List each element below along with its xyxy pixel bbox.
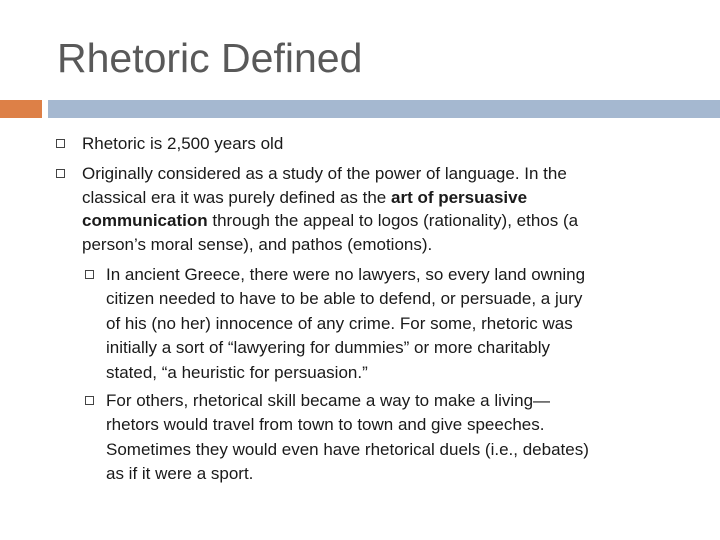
sub-bullet-1-line: initially a sort of “lawyering for dummies” or more charitably (106, 338, 551, 358)
sub-bullet-square-icon (85, 270, 94, 279)
bullet-2-line (82, 209, 702, 233)
sub-bullet-1-line: In ancient Greece, there were no lawyers, so every land owning (106, 265, 586, 284)
sub-bullet-2-line: Sometimes they would even have rhetorical duels (i.e., debates) (106, 439, 589, 459)
sub-bullet-1-line: citizen needed to have to be able to defend, or persuade, a jury (106, 289, 583, 309)
bullet-square-icon (56, 139, 65, 148)
bullet-2-text: through the appeal to logos (rationality), ethos (a (207, 211, 579, 230)
bullet-2-text: classical era it was purely defined as the (82, 187, 391, 207)
bullet-2-line: Originally considered as a study of the power of language. In the (82, 164, 567, 183)
bold-phrase: art of persuasive (391, 187, 528, 207)
sub-bullet-2-line: as if it were a sport. (106, 464, 254, 484)
sub-bullet-2-line: rhetors would travel from town to town and give speeches. (106, 415, 545, 435)
bullet-2-line (82, 186, 702, 210)
sub-bullet-1 (106, 263, 706, 385)
bullet-2 (82, 162, 702, 256)
sub-bullet-1-line: stated, “a heuristic for persuasion.” (106, 362, 368, 382)
bullet-square-icon (56, 169, 65, 178)
sub-bullet-square-icon (85, 396, 94, 405)
bullet-1 (82, 132, 283, 156)
bullet-1-text: Rhetoric is 2,500 years old (82, 134, 284, 153)
sub-bullet-2-line: For others, rhetorical skill became a way to make a living— (106, 391, 551, 410)
bullet-2-line: person’s moral sense), and pathos (emotions). (82, 234, 433, 254)
sub-bullet-2 (106, 389, 706, 487)
sub-bullet-1-line: of his (no her) innocence of any crime. For some, rhetoric was (106, 313, 573, 333)
bold-phrase: communication (82, 211, 208, 230)
slide-title: Rhetoric Defined (57, 35, 363, 81)
